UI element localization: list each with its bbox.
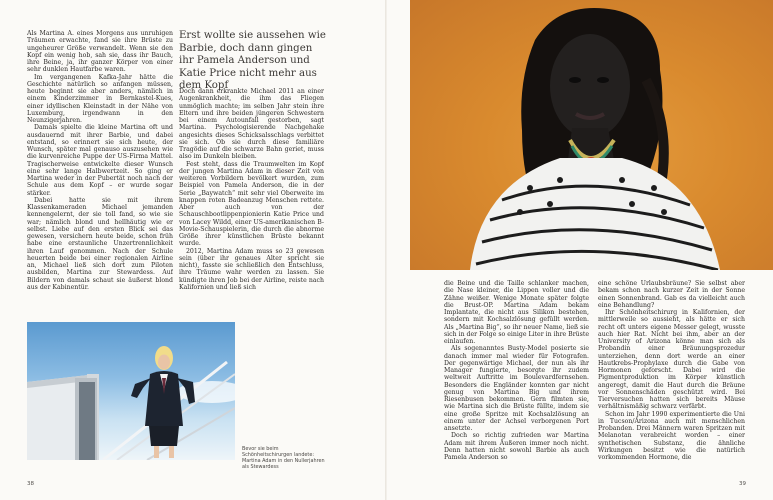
portrait-photo (410, 0, 773, 270)
paragraph: Als sogenanntes Busty-Model posierte sie danach immer mal wieder für Fotografen. Der gegenwärtige Michael, der nun als ihr Manager fungierte, besorgte ihr zudem weltweit Auftritte im Boulevardfernsehen. Besonders die Engländer konnten gar nicht genug von Martina Big und ihrem Riesenbusen bekommen. Gern filmten sie, wie Martina sich die Brüste füllte, indem sie eine große Spritze mit Kochsalzlösung an einem unter der Achsel verborgenen Port ansetzte. (444, 345, 589, 432)
article-column-3 (444, 280, 589, 475)
article-column-4 (598, 280, 745, 475)
paragraph: die Beine und die Taille schlanker machen, die Nase kleiner, die Lippen voller und die Zähne weißer. Wenige Monate später folgte die Brust-OP. Martina Adam bekam Implantate, die nicht aus Silikon bestehen, sondern mit Kochsalzlösung gefüllt werden. Als „Martina Big“, so ihr neuer Name, ließ sie sich in der Folge so einige Liter in ihre Brüste einlaufen. (444, 280, 589, 345)
photo-caption: Bevor sie beim Schönheitschirurgen landete: Martina Adam in den Nullerjahren als Stewardess (242, 446, 325, 470)
stewardess-photo (27, 322, 235, 460)
paragraph: Fest steht, dass die Traumwelten im Kopf der jungen Martina Adam in dieser Zeit von weiteren Vorbildern bevölkert wurden, zum Beispiel von Pamela Anderson, die in der Serie „Baywatch“ mit sehr viel Oberweite im knappen roten Badeanzug Menschen rettete. Aber auch von der Schauschbootlippenpionierin Katie Price und von Lacey Wildd, einer US-amerikanischen B-Movie-Schauspielerin, die durch die abnorme Größe ihrer künstlichen Brüste bekannt wurde. (179, 160, 324, 248)
paragraph: 2012, Martina Adam muss so 23 gewesen sein (über ihr genaues Alter spricht sie nicht), fasste sie schließlich den Entschluss, ihre Träume wahr werden zu lassen. Sie kündigte ihren Job bei der Airline, reiste nach Kalifornien und ließ sich (179, 247, 324, 291)
paragraph: Damals spielte die kleine Martina oft und ausdauernd mit ihrer Barbie, und dabei entstand, so erinnert sie sich heute, der Wunsch, später mal genauso auszusehen wie die kurvenreiche Puppe der US-Firma Mattel. Tragischerweise entwickelte dieser Wunsch eine sehr lange Halbwertzeit. So ging er Martina weder in der Pubertät noch nach der Schule aus dem Kopf – er wurde sogar stärker. (27, 124, 173, 197)
pull-quote: Erst wollte sie aussehen wie Barbie, doch dann gingen ihr Pamela Anderson und Katie Price nicht mehr aus dem Kopf (179, 30, 326, 91)
paragraph: eine schöne Urlaubsbräune? Sie selbst aber bekam schon nach kurzer Zeit in der Sonne einen Sonnenbrand. Gab es da vielleicht auch eine Behandlung? (598, 280, 745, 309)
paragraph: Schon im Jahr 1990 experimentierte die Uni in Tucson/Arizona auch mit menschlichen Probanden. Drei Männern waren Spritzen mit Melanotan verabreicht worden – einer synthetischen Substanz, die ähnliche Wirkungen besitzt wie die natürlich vorkommenden Hormone, die (598, 410, 745, 461)
page-number-right: 39 (739, 481, 746, 487)
paragraph: Im vergangenen Kafka-Jahr hätte die Geschichte natürlich so anfangen müssen, heute beginnt sie aber anders, nämlich in einem Kinderzimmer in Bernkastel-Kues, einer idyllischen Kleinstadt in der Nähe von Luxemburg, irgendwann in den Neunzigerjahren. (27, 73, 173, 124)
paragraph: Ihr Schönheitschirurg in Kalifornien, der mittlerweile so aussieht, als hätte er sich recht oft unters eigene Messer gelegt, wusste auch hier Rat. Nicht bei ihm, aber an der University of Arizona könne man sich als Probandin einer Bräunungsprozedur unterziehen, denn dort werde an einer Hautkrebs-Prophylaxe durch die Gabe von Hormonen geforscht. Dabei wird die Pigmentproduktion im Körper künstlich angeregt, damit die Haut durch die Bräune vor Sonnenschäden geschützt wird. Bei Tierversuchen hatten sich bereits Mäuse verhältnismäßig schwarz verfärbt. (598, 309, 745, 411)
paragraph: Doch so richtig zufrieden war Martina Adam mit ihrem Äußeren immer noch nicht. Denn hatten nicht sowohl Barbie als auch Pamela Anderson so (444, 432, 589, 461)
page-number-left: 38 (27, 481, 34, 487)
article-column-1 (27, 30, 173, 305)
page-gutter (385, 0, 387, 500)
paragraph: Dabei hatte sie mit ihrem Klassenkameraden Michael jemanden kennengelernt, der sie toll fand, so wie sie war; nämlich blond und hellhäutig wie er selbst. Liebe auf den ersten Blick sei das gewesen, versichern heute beide, schon früh habe eine erstaunliche Unzertrennlichkeit ihren Lauf genommen. Nach der Schule heuerten beide bei einer regionalen Airline an, Michael ließ sich dort zum Piloten ausbilden, Martina zur Stewardess. Auf Bildern von damals schaut sie äußerst blond aus der Kabinentür. (27, 196, 173, 291)
paragraph: Als Martina A. eines Morgens aus unruhigen Träumen erwachte, fand sie ihre Brüste zu ungeheurer Größe verwandelt. Wenn sie den Kopf ein wenig hob, sah sie, dass ihr Bauch, ihre Beine, ja, ihr ganzer Körper von einer sehr dunklen Hautfarbe waren. (27, 30, 173, 74)
paragraph: Doch dann erkrankte Michael 2011 an einer Augenkrankheit, die ihm das Fliegen unmöglich machte; im selben Jahr stein ihre Eltern und ihre beiden jüngeren Schwestern bei einem Autounfall gestorben, sagt Martina. Psychologisierende Nachgehake angesichts dieses Schicksalsschlags verbittet sie sich. Ob sie durch diese familiäre Tragödie auf die schwarze Bahn geriet, muss also im Dunkeln bleiben. (179, 88, 324, 161)
article-column-2 (179, 88, 324, 293)
